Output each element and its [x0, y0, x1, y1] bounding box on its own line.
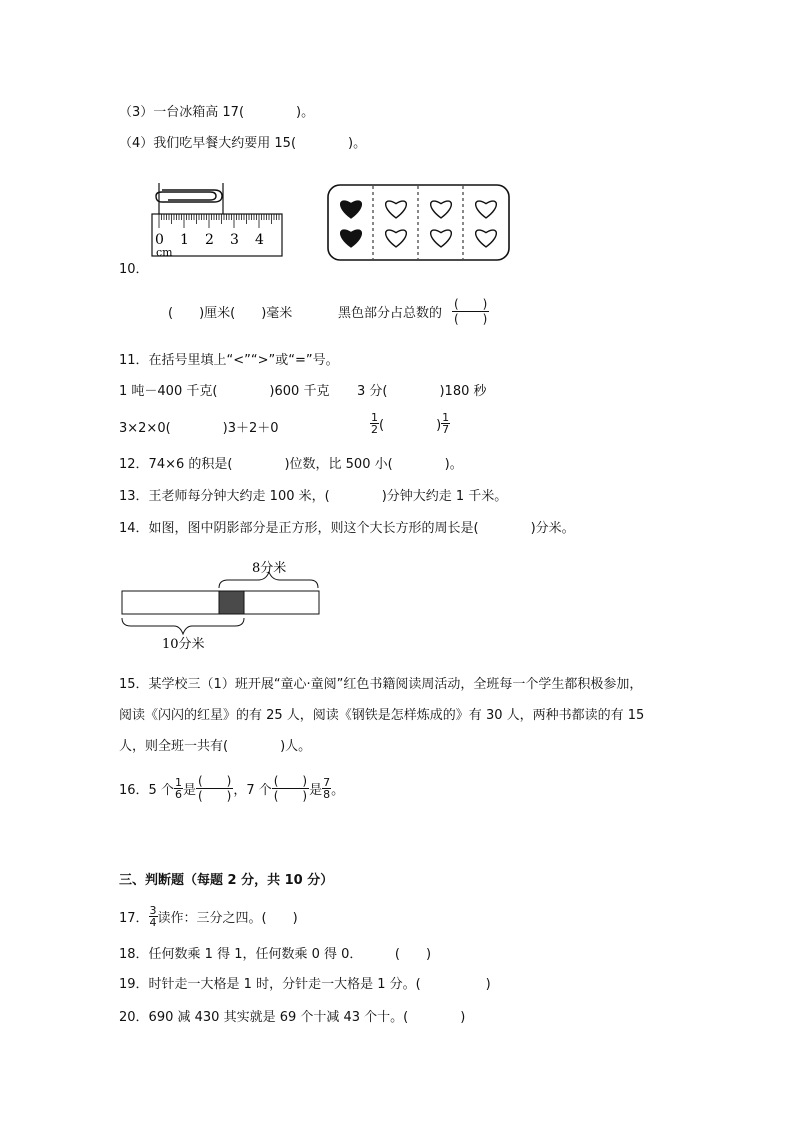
- question-11c: 3×2×0( )3＋2＋0: [119, 421, 279, 436]
- blank-fraction-2: $\frac{( )}{( )}$: [273, 774, 308, 803]
- fraction-seventh: $\frac{1}{7}$: [442, 411, 450, 436]
- rectangle-figure: [118, 558, 328, 654]
- question-15-line2: 阅读《闪闪的红星》的有 25 人，阅读《钢铁是怎样炼成的》有 30 人，两种书都读的有 15: [119, 708, 645, 723]
- question-10-heart-text: 黑色部分占总数的: [338, 306, 443, 321]
- question-12: 12．74×6 的积是( )位数，比 500 小( )。: [119, 457, 463, 472]
- fraction-three-quarters: $\frac{3}{4}$: [149, 904, 157, 929]
- question-15-line3: 人，则全班一共有( )人。: [119, 739, 312, 754]
- question-17: 17． $\frac{3}{4}$ 读作：三分之四。( ): [119, 904, 298, 929]
- section-3-heading: 三、判断题（每题 2 分，共 10 分）: [119, 873, 334, 888]
- question-10-ruler-blank: ( )厘米( )毫米: [168, 306, 293, 321]
- question-18: 18．任何数乘 1 得 1，任何数乘 0 得 0． ( ): [119, 947, 432, 962]
- ruler-figure: [150, 178, 290, 260]
- blank-fraction-1: $\frac{( )}{( )}$: [197, 774, 232, 803]
- ruler-number: 4: [255, 232, 264, 248]
- question-4: （4）我们吃早餐大约要用 15( )。: [119, 136, 367, 151]
- ruler-number: 2: [205, 232, 214, 248]
- question-20: 20．690 减 430 其实就是 69 个十减 43 个十。( ): [119, 1010, 466, 1025]
- question-11b: 3 分( )180 秒: [357, 384, 487, 399]
- paperclip-icon: [156, 190, 222, 202]
- fraction-seven-eighths: $\frac{7}{8}$: [323, 776, 331, 801]
- ruler-unit: cm: [156, 246, 173, 259]
- ruler-number: 1: [180, 232, 189, 248]
- label-10dm: 10分米: [162, 637, 205, 652]
- question-16: 16．5 个 $\frac{1}{6}$ 是 $\frac{( )}{( )}$ ，7 个 $\frac{( )}{( )}$ 是 $\frac{7}{8}$ 。: [119, 774, 345, 803]
- ruler-number: 0: [155, 232, 164, 248]
- question-15-line1: 15．某学校三（1）班开展“童心·童阅”红色书籍阅读周活动，全班每一个学生都积极参加，: [119, 677, 643, 692]
- question-11d: $\frac{1}{2}$ ( ) $\frac{1}{7}$: [371, 411, 450, 436]
- question-19: 19．时针走一大格是 1 时，分针走一大格是 1 分。( ): [119, 977, 491, 992]
- shaded-square: [219, 591, 244, 614]
- ruler-number: 3: [230, 232, 239, 248]
- question-3: （3）一台冰箱高 17( )。: [119, 105, 315, 120]
- hearts-figure: [327, 184, 511, 262]
- question-14: 14．如图，图中阴影部分是正方形，则这个大长方形的周长是( )分米。: [119, 521, 575, 536]
- question-10-blank-fraction: ( ) ( ): [454, 297, 488, 326]
- fraction-half: $\frac{1}{2}$: [371, 411, 378, 436]
- question-11a: 1 吨－400 千克( )600 千克: [119, 384, 330, 399]
- label-8dm: 8分米: [252, 561, 287, 576]
- fraction-sixth: $\frac{1}{6}$: [174, 776, 182, 801]
- question-10-number: 10．: [119, 262, 149, 277]
- question-11: 11．在括号里填上“<”“>”或“=”号。: [119, 353, 339, 368]
- question-13: 13．王老师每分钟大约走 100 米，( )分钟大约走 1 千米。: [119, 489, 508, 504]
